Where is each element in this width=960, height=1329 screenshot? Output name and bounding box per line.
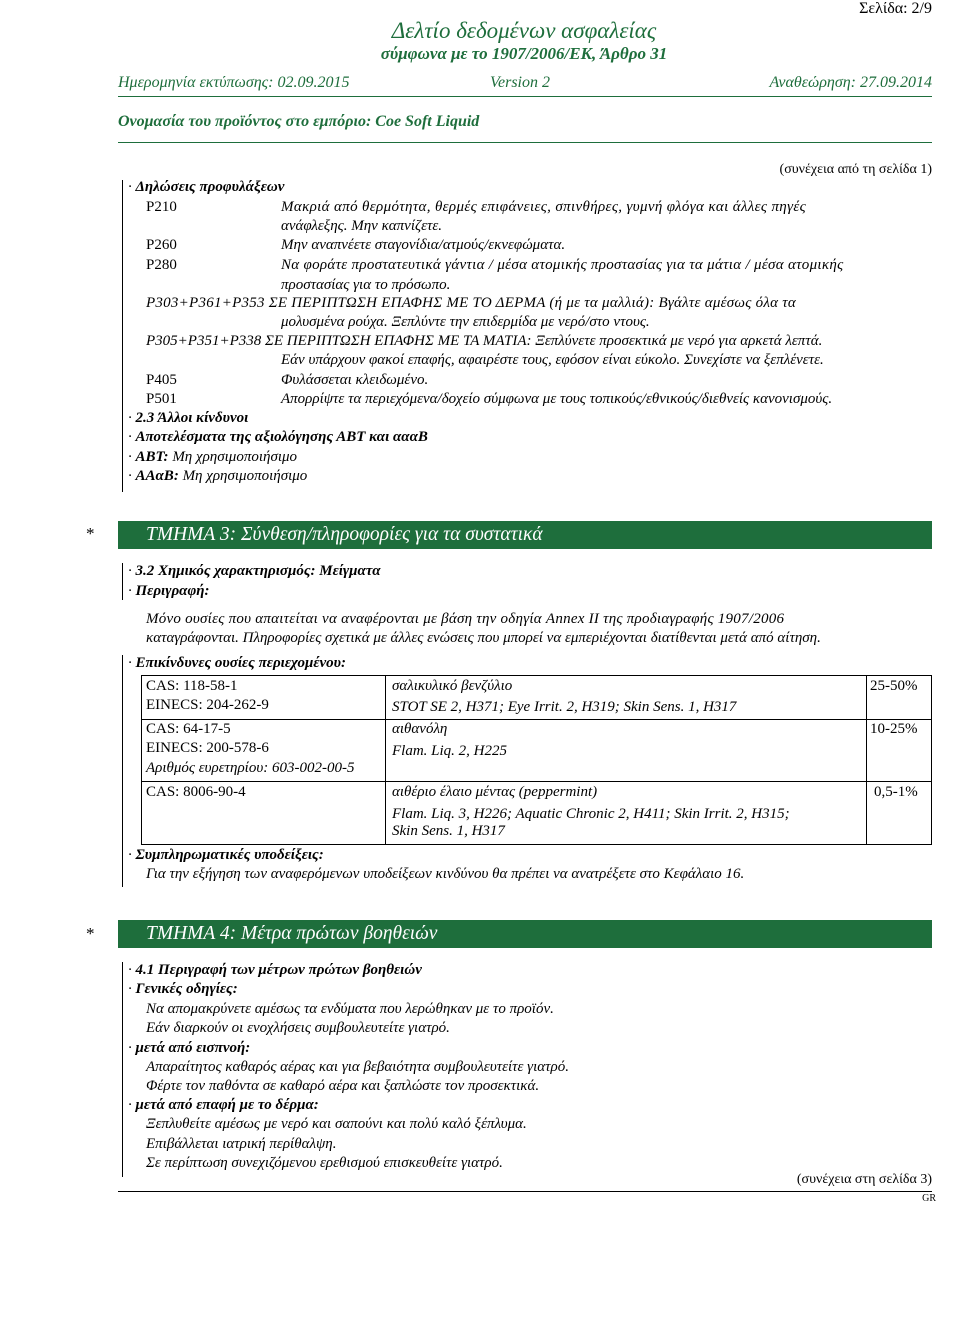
p305-line1: P305+P351+P338 ΣΕ ΠΕΡΙΠΤΩΣΗ ΕΠΑΦΗΣ ΜΕ ΤΑ ΜΑΤΙΑ: Ξεπλύνετε προσεκτικά με νερό για αρκετά λεπτά. <box>146 333 823 349</box>
p280-code: P280 <box>146 257 177 273</box>
table-line <box>141 675 142 845</box>
p305-line2: Εάν υπάρχουν φακοί επαφής, αφαιρέστε τους, εφόσον είναι εύκολο. Συνεχίστε να ξεπλένετε. <box>281 352 824 368</box>
vpvb-row: · ΑΑαΒ: Μη χρησιμοποιήσιμο <box>128 468 308 484</box>
revision: Αναθεώρηση: 27.09.2014 <box>769 74 932 91</box>
skin-line3: Σε περίπτωση συνεχιζόμενου ερεθισμού επισκευθείτε γιατρό. <box>146 1155 503 1171</box>
table-row-3-class2: Skin Sens. 1, H317 <box>392 823 505 839</box>
table-line <box>866 675 867 845</box>
skin-line1: Ξεπλυθείτε αμέσως με νερό και σαπούνι και πολύ καλό ξέπλυμα. <box>146 1116 527 1132</box>
table-line <box>385 675 386 845</box>
p280-line2: προστασίας για το πρόσωπο. <box>281 277 451 293</box>
skin-line2: Επιβάλλεται ιατρική περίθαλψη. <box>146 1136 337 1152</box>
document-title: Δελτίο δεδομένων ασφαλείας <box>391 18 657 43</box>
p280-line1: Να φοράτε προστατευτικά γάντια / μέσα ατομικής προστασίας για τα μάτια / μέσα ατομικής <box>281 257 844 273</box>
p210-code: P210 <box>146 199 177 215</box>
block-margin-line <box>122 180 123 492</box>
pbt-heading-text: Αποτελέσματα της αξιολόγησης ΑΒΤ και αααΒ <box>135 429 428 445</box>
description-label-row: · Περιγραφή: <box>128 583 210 599</box>
description-line1: Μόνο ουσίες που απαιτείται να αναφέρονται με βάση την οδηγία Annex II της προδιαγραφής 1907/2006 <box>146 611 785 627</box>
table-row-1-class: STOT SE 2, H371; Eye Irrit. 2, H319; Skin Sens. 1, H317 <box>392 699 737 715</box>
p303-line2: μολυσμένα ρούχα. Ξεπλύντε την επιδερμίδα με νερό/στο ντους. <box>281 314 650 330</box>
section4-title: ΤΜΗΜΑ 4: Μέτρα πρώτων βοηθειών <box>146 923 438 944</box>
table-line <box>141 675 932 676</box>
pbt-label: ΑΒΤ: <box>135 449 169 465</box>
skin-label-row: · μετά από επαφή με το δέρμα: <box>128 1097 319 1113</box>
print-date: Ημερομηνία εκτύπωσης: 02.09.2015 <box>118 74 350 91</box>
pbt-row: · ΑΒΤ: Μη χρησιμοποιήσιμο <box>128 449 298 465</box>
table-line <box>141 719 932 720</box>
skin-label: μετά από επαφή με το δέρμα: <box>135 1097 319 1113</box>
product-name: Ονομασία του προϊόντος στο εμπόριο: Coe Soft Liquid <box>118 113 480 130</box>
footer-divider <box>118 1191 932 1192</box>
p405-code: P405 <box>146 372 177 388</box>
document-subtitle: σύμφωνα με το 1907/2006/ΕΚ, Άρθρο 31 <box>380 44 668 63</box>
section4-header <box>118 920 932 948</box>
other-hazards: · 2.3 Άλλοι κίνδυνοι <box>128 410 249 426</box>
p260-code: P260 <box>146 237 177 253</box>
table-row-3-pct: 0,5-1% <box>874 784 918 800</box>
chem-char: · 3.2 Χημικός χαρακτηρισμός: Μείγματα <box>128 563 381 579</box>
section4-star: * <box>86 924 95 943</box>
table-row-1-id2: EINECS: 204-262-9 <box>146 697 269 713</box>
other-hazards-text: 2.3 Άλλοι κίνδυνοι <box>135 410 249 426</box>
table-row-2-id3: Αριθμός ευρετηρίου: 603-002-00-5 <box>146 760 355 776</box>
description-label: Περιγραφή: <box>135 583 210 599</box>
table-row-2-id2: EINECS: 200-578-6 <box>146 740 269 756</box>
general-label: Γενικές οδηγίες: <box>135 981 238 997</box>
additional-label-row: · Συμπληρωματικές υποδείξεις: <box>128 847 324 863</box>
p501-text: Απορρίψτε τα περιεχόμενα/δοχείο σύμφωνα με τους τοπικούς/εθνικούς/διεθνείς κανονισμούς. <box>281 391 833 407</box>
p260-text: Μην αναπνέετε σταγονίδια/ατμούς/εκνεφώματα. <box>281 237 566 253</box>
vpvb-label: ΑΑαΒ: <box>135 468 179 484</box>
inhal-label: μετά από εισπνοή: <box>135 1040 251 1056</box>
version: Version 2 <box>490 74 550 91</box>
general-label-row: · Γενικές οδηγίες: <box>128 981 238 997</box>
inhal-line2: Φέρτε τον παθόντα σε καθαρό αέρα και ξαπλώστε τον προσεκτικά. <box>146 1078 540 1094</box>
pbt-heading: · Αποτελέσματα της αξιολόγησης ΑΒΤ και αααΒ <box>128 429 428 445</box>
vpvb-value: Μη χρησιμοποιήσιμο <box>182 468 308 484</box>
table-row-2-pct: 10-25% <box>870 721 918 737</box>
continued-to: (συνέχεια στη σελίδα 3) <box>796 1172 932 1187</box>
table-row-3-id1: CAS: 8006-90-4 <box>146 784 246 800</box>
table-row-1-pct: 25-50% <box>870 678 918 694</box>
section3-margin-line <box>122 563 123 600</box>
table-row-3-name: αιθέριο έλαιο μέντας (peppermint) <box>392 784 598 800</box>
table-row-2-name: αιθανόλη <box>392 721 448 737</box>
section4-margin-line <box>122 962 123 1177</box>
table-row-2-class: Flam. Liq. 2, H225 <box>392 743 508 759</box>
p210-line1: Μακριά από θερμότητα, θερμές επιφάνειες, σπινθήρες, γυμνή φλόγα και άλλες πηγές <box>281 199 807 215</box>
sub41-text: 4.1 Περιγραφή των μέτρων πρώτων βοηθειών <box>135 962 422 978</box>
section3-margin-line-2 <box>122 655 123 887</box>
pbt-value: Μη χρησιμοποιήσιμο <box>172 449 298 465</box>
table-row-1-name: σαλικυλικό βενζύλιο <box>392 678 513 694</box>
hazardous-label-row: · Επικίνδυνες ουσίες περιεχομένου: <box>128 655 346 671</box>
additional-text: Για την εξήγηση των αναφερόμενων υποδείξεων κινδύνου θα πρέπει να ανατρέξετε στο Κεφάλαιο 16. <box>146 866 745 882</box>
precautionary-heading-text: Δηλώσεις προφυλάξεων <box>135 179 285 195</box>
p210-line2: ανάφλεξης. Μην καπνίζετε. <box>281 218 443 234</box>
hazardous-label: Επικίνδυνες ουσίες περιεχομένου: <box>135 655 346 671</box>
table-line <box>141 781 932 782</box>
description-line2: καταγράφονται. Πληροφορίες σχετικά με άλλες ενώσεις που μπορεί να εμπεριέχονται διατίθενται μετά από αίτηση. <box>146 630 821 646</box>
sub41-row: · 4.1 Περιγραφή των μέτρων πρώτων βοηθειών <box>128 962 422 978</box>
p405-text: Φυλάσσεται κλειδωμένο. <box>281 372 429 388</box>
header-divider-bottom <box>118 142 932 143</box>
language-code: GR <box>922 1193 936 1204</box>
continued-from: (συνέχεια από τη σελίδα 1) <box>779 162 932 177</box>
section3-header <box>118 521 932 549</box>
inhal-label-row: · μετά από εισπνοή: <box>128 1040 251 1056</box>
general-line2: Εάν διαρκούν οι ενοχλήσεις συμβουλευτείτε γιατρό. <box>146 1020 450 1036</box>
header-divider-top <box>118 96 932 97</box>
table-row-2-id1: CAS: 64-17-5 <box>146 721 231 737</box>
general-line1: Να απομακρύνετε αμέσως τα ενδύματα που λερώθηκαν με το προϊόν. <box>146 1001 554 1017</box>
additional-label: Συμπληρωματικές υποδείξεις: <box>135 847 324 863</box>
chem-char-text: 3.2 Χημικός χαρακτηρισμός: Μείγματα <box>135 563 381 579</box>
precautionary-heading: · Δηλώσεις προφυλάξεων <box>128 179 285 195</box>
section3-title: ΤΜΗΜΑ 3: Σύνθεση/πληροφορίες για τα συστατικά <box>146 524 543 545</box>
inhal-line1: Απαραίτητος καθαρός αέρας και για βεβαιότητα συμβουλευτείτε γιατρό. <box>146 1059 569 1075</box>
table-line <box>931 675 932 845</box>
p303-line1: P303+P361+P353 ΣΕ ΠΕΡΙΠΤΩΣΗ ΕΠΑΦΗΣ ΜΕ ΤΟ ΔΕΡΜΑ (ή με τα μαλλιά): Βγάλτε αμέσως όλα τα <box>146 295 796 311</box>
section3-star: * <box>86 524 95 543</box>
page-number: Σελίδα: 2/9 <box>859 0 932 17</box>
p501-code: P501 <box>146 391 177 407</box>
table-row-3-class1: Flam. Liq. 3, H226; Aquatic Chronic 2, H411; Skin Irrit. 2, H315; <box>392 806 790 822</box>
table-row-1-id1: CAS: 118-58-1 <box>146 678 238 694</box>
table-line <box>141 844 932 845</box>
